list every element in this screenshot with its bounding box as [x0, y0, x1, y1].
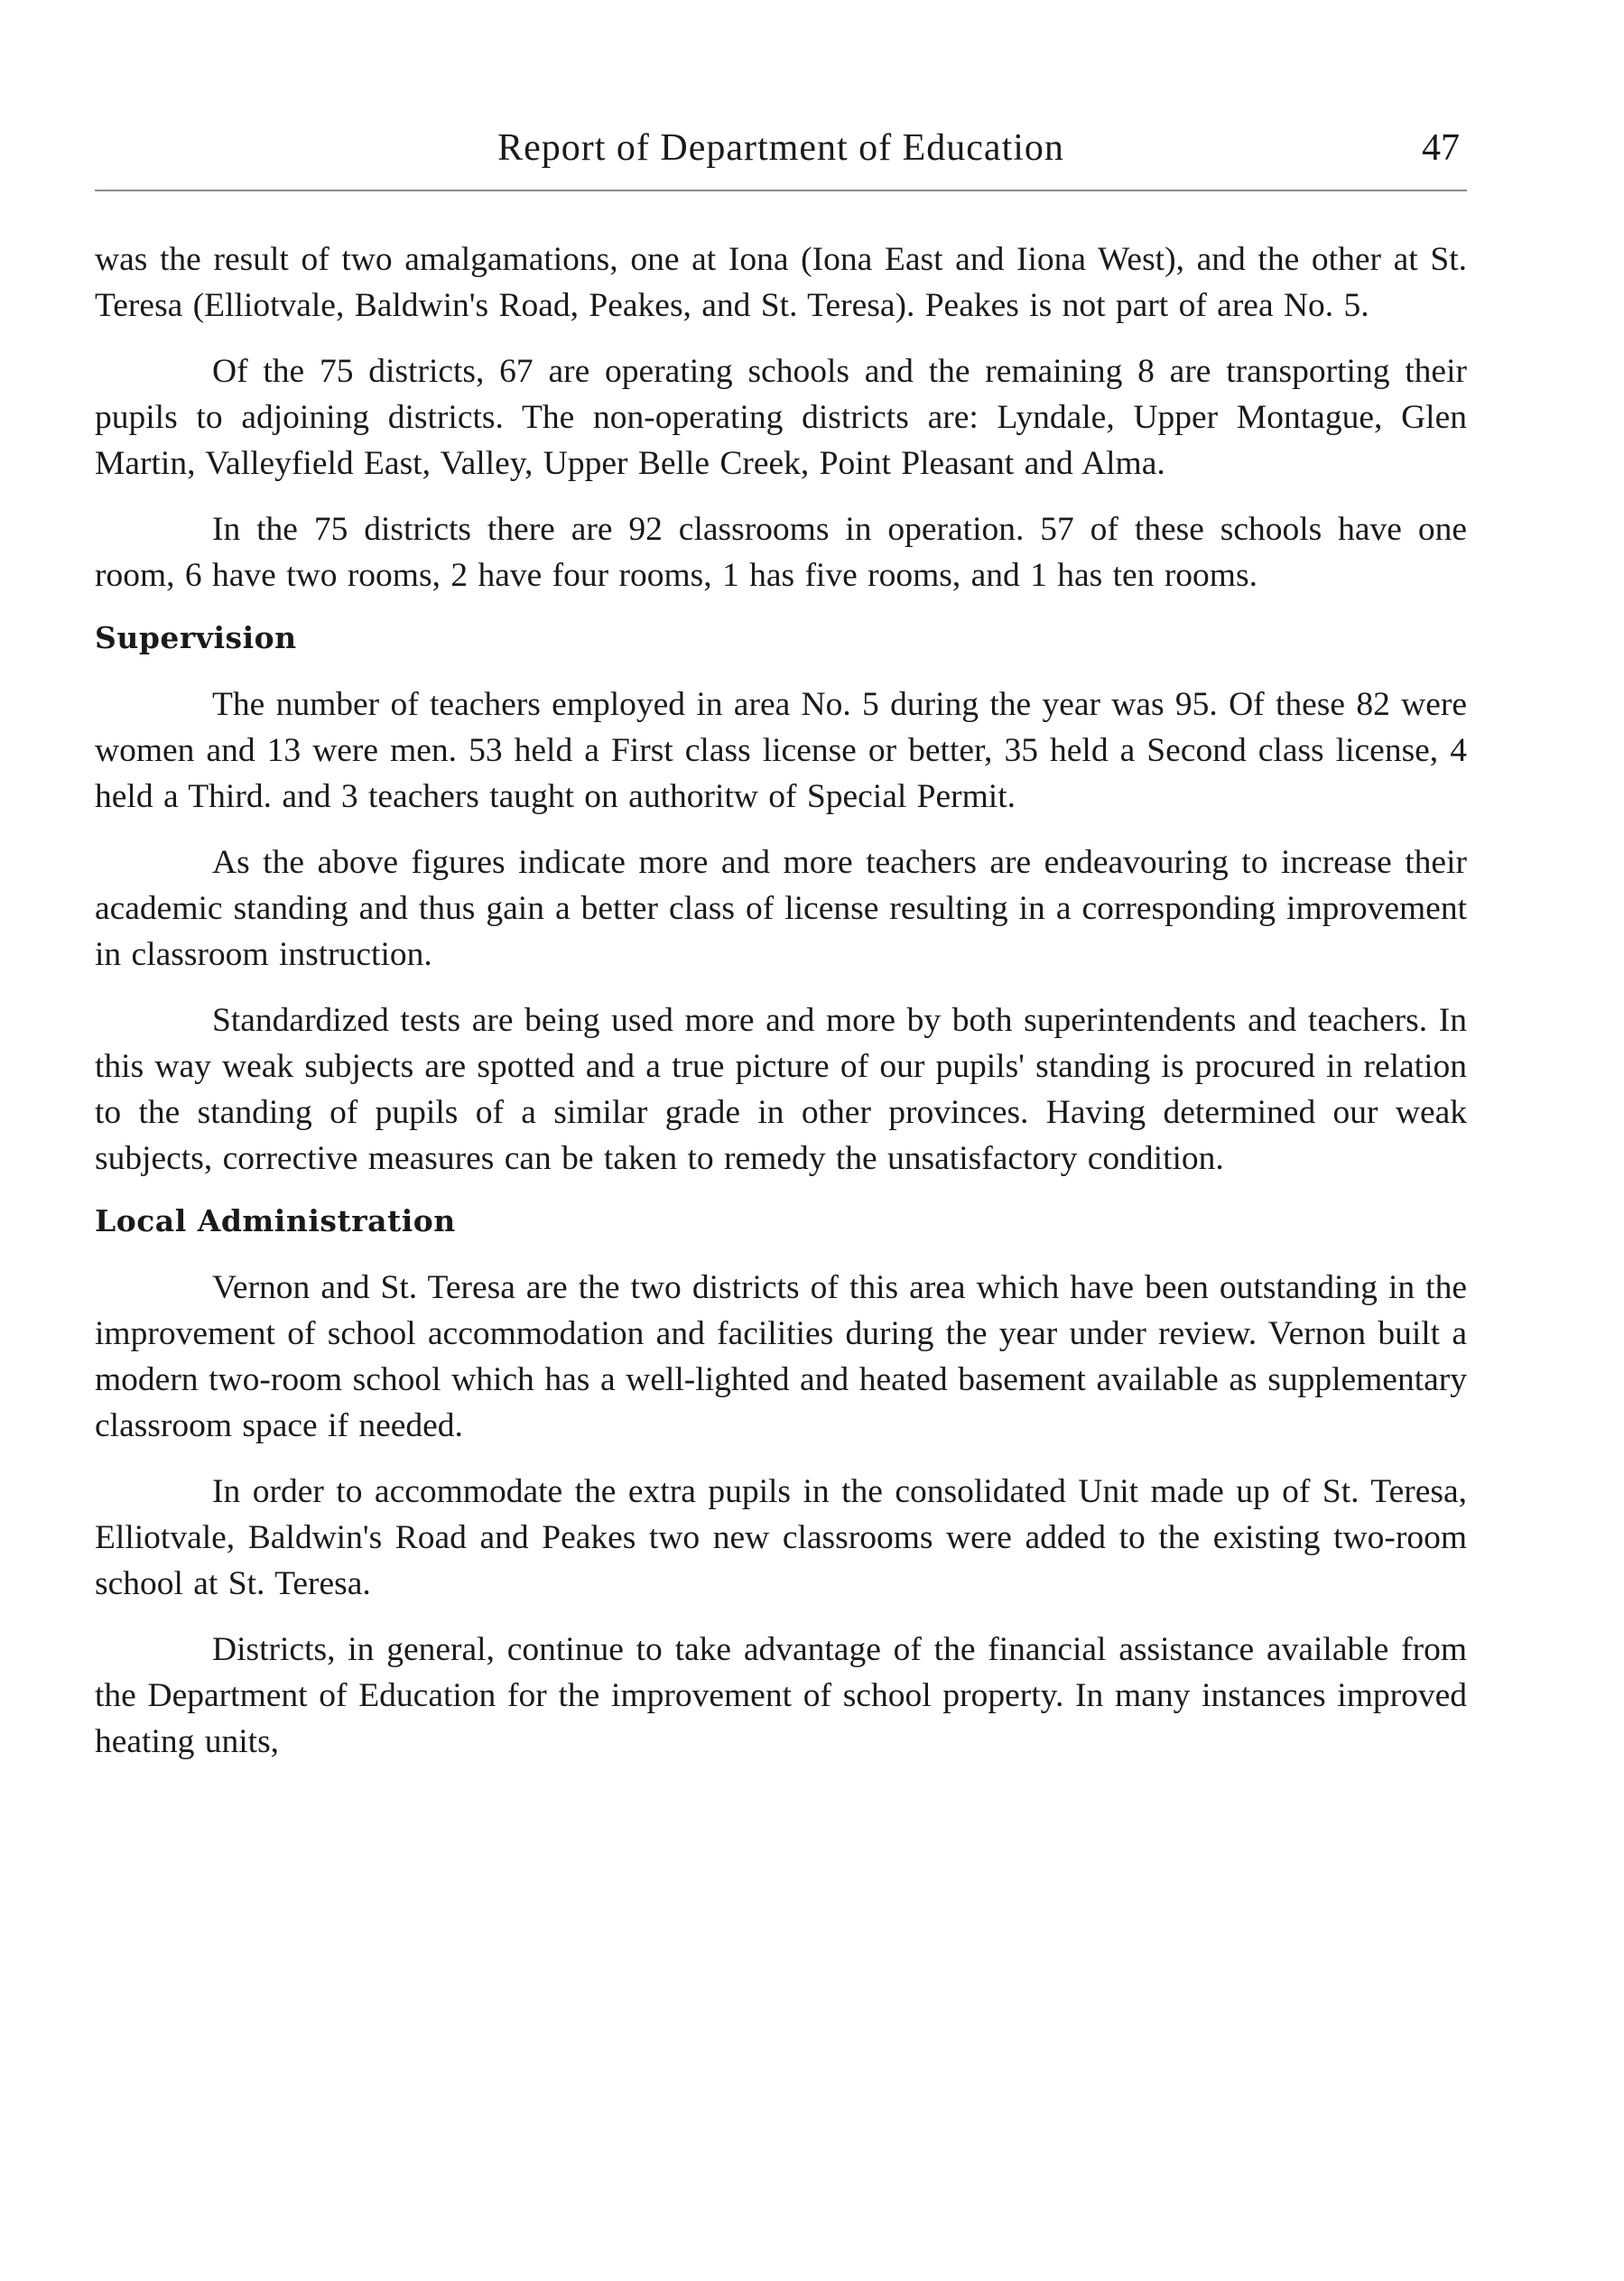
paragraph: The number of teachers employed in area No. 5 during the year was 95. Of these 82 were women and 13 were men. 53 held a First class license or better, 35 held a Second class license, 4 held a Third. and 3 teachers taught on authoritw of Special Permit.: [95, 686, 1467, 815]
paragraph: was the result of two amalgamations, one at Iona (Iona East and Iiona West), and the other at St. Teresa (Elliotvale, Baldwin's Road, Peakes, and St. Teresa). Peakes is not part of area No. 5.: [95, 241, 1467, 324]
paragraph: As the above figures indicate more and more teachers are endeavouring to increase their academic standing and thus gain a better class of license resulting in a corresponding improvement in classroom instruction.: [95, 844, 1467, 973]
document-page: [95, 0, 1467, 2281]
running-title: Report of Department of Education: [497, 127, 1064, 169]
header-rule: [95, 190, 1467, 191]
paragraph: Districts, in general, continue to take advantage of the financial assistance available from the Department of Education for the improvement of school property. In many instances improved heating units,: [95, 1631, 1467, 1760]
section-heading-supervision: Supervision: [95, 620, 297, 655]
running-header: [95, 126, 1467, 181]
paragraph: Standardized tests are being used more and more by both superintendents and teachers. In this way weak subjects are spotted and a true picture of our pupils' standing is procured in relation to the standing of pupils of a similar grade in other provinces. Having determined our weak subjects, corrective measures can be taken to remedy the unsatisfactory condition.: [95, 1002, 1467, 1177]
paragraph: In order to accommodate the extra pupils in the consolidated Unit made up of St. Teresa, Elliotvale, Baldwin's Road and Peakes two new classrooms were added to the existing two-room school at St. Teresa.: [95, 1473, 1467, 1602]
paragraph: Of the 75 districts, 67 are operating schools and the remaining 8 are transporting their pupils to adjoining districts. The non-operating districts are: Lyndale, Upper Montague, Glen Martin, Valleyfield East, Valley, Upper Belle Creek, Point Pleasant and Alma.: [95, 353, 1467, 482]
paragraph: In the 75 districts there are 92 classrooms in operation. 57 of these schools have one room, 6 have two rooms, 2 have four rooms, 1 has five rooms, and 1 has ten rooms.: [95, 511, 1467, 594]
body-text: [95, 236, 1467, 1785]
section-heading-local-administration: Local Administration: [95, 1203, 456, 1238]
page-number: 47: [1422, 127, 1460, 169]
paragraph: Vernon and St. Teresa are the two districts of this area which have been outstanding in the improvement of school accommodation and facilities during the year under review. Vernon built a modern two-room school which has a well-lighted and heated basement available as supplementary classroom space if needed.: [95, 1269, 1467, 1444]
